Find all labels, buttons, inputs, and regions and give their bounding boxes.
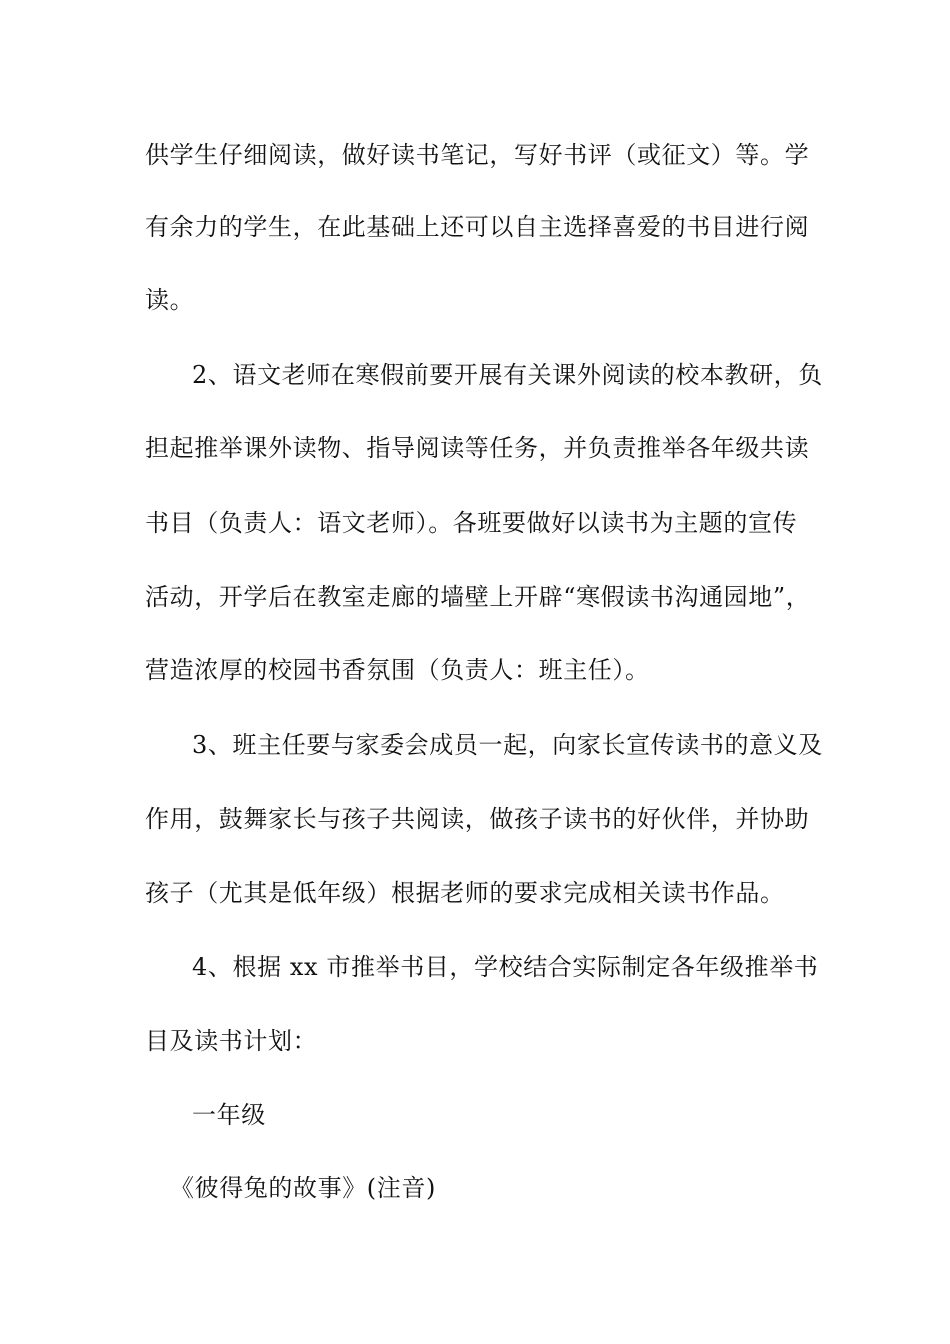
paragraph-4-line-1: 4、根据 xx 市推举书目，学校结合实际制定各年级推举书 (192, 953, 819, 981)
paragraph-2-line-1: 2、语文老师在寒假前要开展有关课外阅读的校本教研，负 (192, 361, 823, 389)
paragraph-1-line-2: 有余力的学生，在此基础上还可以自主选择喜爱的书目进行阅 (145, 213, 810, 241)
paragraph-2-line-3: 书目（负责人：语文老师）。各班要做好以读书为主题的宣传 (145, 509, 798, 537)
paragraph-2-line-5: 营造浓厚的校园书香氛围（负责人：班主任）。 (145, 656, 650, 684)
paragraph-4-line-2: 目及读书计划： (145, 1027, 318, 1055)
paragraph-2-line-4: 活动，开学后在教室走廊的墙壁上开辟“寒假读书沟通园地”， (145, 583, 811, 611)
grade-heading: 一年级 (192, 1101, 266, 1129)
paragraph-1-line-3: 读。 (145, 286, 195, 314)
book-title: 《彼得兔的故事》(注音) (170, 1174, 436, 1202)
paragraph-3-line-1: 3、班主任要与家委会成员一起，向家长宣传读书的意义及 (192, 731, 823, 759)
paragraph-3-line-2: 作用，鼓舞家长与孩子共阅读，做孩子读书的好伙伴，并协助 (145, 805, 810, 833)
paragraph-1-line-1: 供学生仔细阅读，做好读书笔记，写好书评（或征文）等。学 (145, 141, 810, 169)
paragraph-2-line-2: 担起推举课外读物、指导阅读等任务，并负责推举各年级共读 (145, 434, 810, 462)
paragraph-3-line-3: 孩子（尤其是低年级）根据老师的要求完成相关读书作品。 (145, 879, 785, 907)
